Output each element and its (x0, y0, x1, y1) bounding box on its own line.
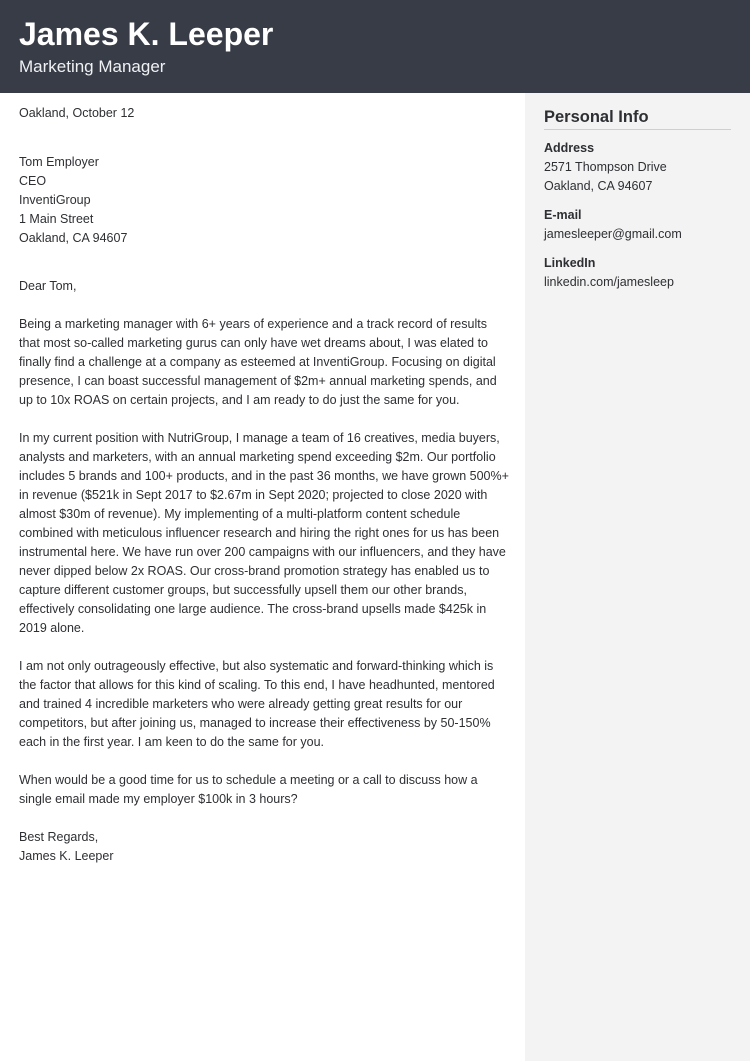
linkedin-label: LinkedIn (544, 256, 596, 270)
applicant-name: James K. Leeper (19, 16, 274, 52)
recipient-block (19, 153, 509, 248)
header-banner (0, 0, 750, 93)
body-paragraph: When would be a good time for us to schedule a meeting or a call to discuss how a single email made my employer $100k in 3 hours? (19, 773, 478, 806)
body-paragraph: Being a marketing manager with 6+ years of experience and a track record of results that most so-called marketing gurus can only have wet dreams about, I was elated to finally find a challenge at a company as esteemed at InventiGroup. Focusing on digital presence, I can boast successful management of $2m+ annual marketing spends, and up to 10x ROAS on certain projects, and I am ready to do just the same for you. (19, 317, 497, 407)
address-line-2: Oakland, CA 94607 (544, 179, 653, 193)
linkedin-value[interactable]: linkedin.com/jamesleep (544, 275, 674, 289)
recipient-position: CEO (19, 174, 47, 188)
closing: Best Regards, (19, 830, 99, 844)
recipient-street: 1 Main Street (19, 212, 94, 226)
applicant-title: Marketing Manager (19, 57, 166, 76)
recipient-company: InventiGroup (19, 193, 91, 207)
address-line-1: 2571 Thompson Drive (544, 160, 667, 174)
email-value[interactable]: jamesleeper@gmail.com (544, 227, 682, 241)
signature: James K. Leeper (19, 849, 114, 863)
address-label: Address (544, 141, 595, 155)
body-paragraph: In my current position with NutriGroup, I manage a team of 16 creatives, media buyers, analysts and marketers, with an annual marketing spend exceeding $2m. Our portfolio includes 5 brands and 100+ products, and in the past 36 months, we have grown 500%+ in revenue ($521k in Sept 2017 to $2.67m in Sept 2020; projected to close 2020 with almost $30m of revenue). My implementing of a multi-platform content schedule combined with meticulous influencer research and hiring the right ones for us has been instrumental here. We have run over 200 campaigns with our influencers, and they have never dipped below 2x ROAS. Our cross-brand promotion strategy has enabled us to capture different customer groups, but successfully upsell them our other brands, effectively consolidating one large audience. The cross-brand upsells made $425k in 2019 alone. (19, 431, 509, 635)
personal-info-heading: Personal Info (544, 106, 731, 130)
body-paragraph: I am not only outrageously effective, but also systematic and forward-thinking which is the factor that allows for this kind of scaling. To this end, I have headhunted, mentored and trained 4 incredible marketers who were already getting great results for our competitors, but after joining us, managed to increase their effectiveness by 50-150% each in the first year. I am keen to do the same for you. (19, 659, 495, 749)
salutation: Dear Tom, (19, 279, 77, 293)
recipient-name: Tom Employer (19, 155, 99, 169)
letter-body (19, 104, 509, 866)
personal-info-sidebar (525, 93, 750, 1061)
recipient-city: Oakland, CA 94607 (19, 231, 128, 245)
email-label: E-mail (544, 208, 582, 222)
date-line: Oakland, October 12 (19, 106, 135, 120)
